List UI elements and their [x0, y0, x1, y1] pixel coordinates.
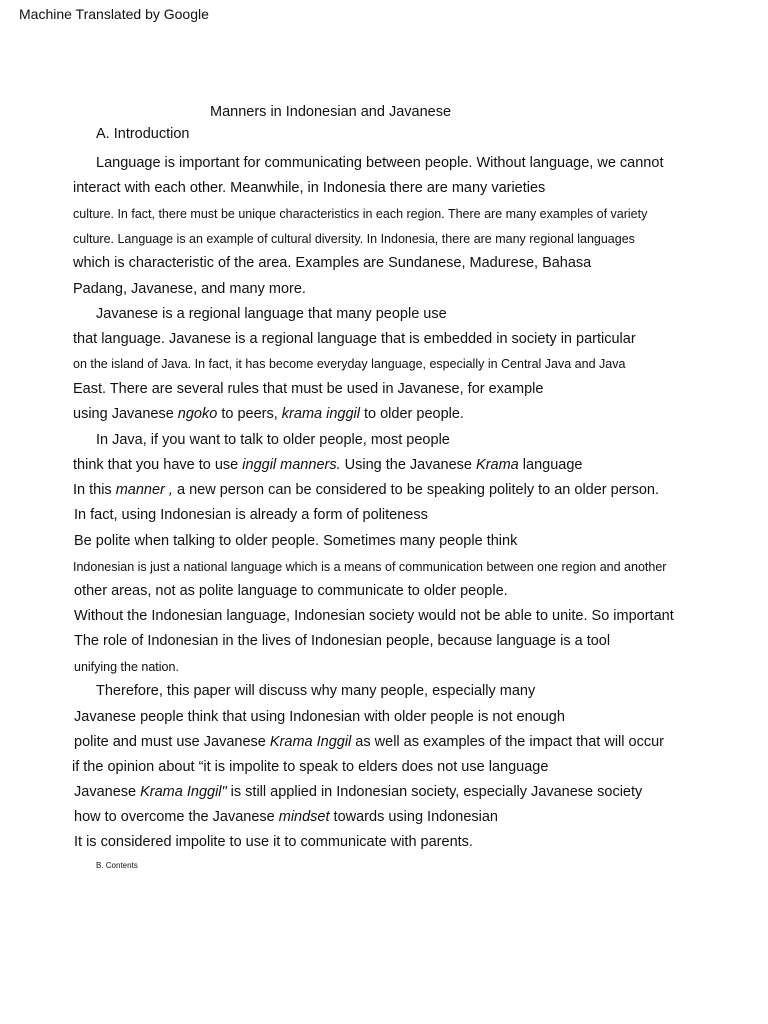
- text-run: to peers,: [217, 406, 282, 422]
- body-text-line: In fact, using Indonesian is already a form of politeness: [74, 507, 428, 523]
- text-run: to older people.: [359, 406, 464, 422]
- italic-term: Krama: [476, 457, 519, 473]
- machine-translation-watermark: Machine Translated by Google: [19, 6, 209, 22]
- body-text-line: [74, 733, 664, 751]
- text-run: as well as examples of the impact that will occur: [351, 734, 664, 750]
- body-text-line: Without the Indonesian language, Indonesian society would not be able to unite. So important: [74, 608, 674, 624]
- italic-term: Krama Inggil": [140, 784, 227, 800]
- text-run: language: [518, 457, 583, 473]
- text-run: In this: [73, 482, 116, 498]
- body-text-line: culture. In fact, there must be unique characteristics in each region. There are many examples of variety: [73, 207, 648, 221]
- body-text-line: The role of Indonesian in the lives of Indonesian people, because language is a tool: [74, 633, 611, 649]
- body-text-line: which is characteristic of the area. Examples are Sundanese, Madurese, Bahasa: [73, 255, 592, 271]
- italic-term: manner ,: [115, 482, 173, 498]
- text-run: is still applied in Indonesian society, especially Javanese society: [226, 784, 643, 800]
- body-text-line: [74, 808, 498, 826]
- body-text-line: that language. Javanese is a regional language that is embedded in society in particular: [73, 331, 636, 347]
- text-run: think that you have to use: [73, 457, 243, 473]
- italic-term: krama inggil: [281, 406, 360, 422]
- body-text-line: interact with each other. Meanwhile, in Indonesia there are many varieties: [73, 180, 546, 196]
- text-run: Using the Javanese: [340, 457, 477, 473]
- body-text-line: unifying the nation.: [74, 660, 179, 674]
- body-text-line: on the island of Java. In fact, it has become everyday language, especially in Central Java and Java: [73, 357, 626, 371]
- body-text-line: [73, 456, 582, 474]
- body-text-line: Language is important for communicating between people. Without language, we cannot: [96, 155, 664, 171]
- body-text-line: Padang, Javanese, and many more.: [73, 281, 306, 297]
- text-run: towards using Indonesian: [329, 809, 498, 825]
- section-b-heading: B. Contents: [96, 861, 138, 870]
- italic-term: ngoko: [177, 406, 218, 422]
- italic-term: inggil manners.: [242, 457, 341, 473]
- body-text-line: East. There are several rules that must be used in Javanese, for example: [73, 381, 544, 397]
- body-text-line: other areas, not as polite language to communicate to older people.: [74, 583, 508, 599]
- body-text-line: In Java, if you want to talk to older people, most people: [96, 432, 450, 448]
- text-run: Javanese: [74, 784, 141, 800]
- italic-term: mindset: [278, 809, 330, 825]
- body-text-line: It is considered impolite to use it to communicate with parents.: [74, 834, 473, 850]
- body-text-line: [73, 481, 659, 499]
- text-run: a new person can be considered to be speaking politely to an older person.: [172, 482, 660, 498]
- body-text-line: [73, 405, 464, 423]
- body-text-line: [74, 783, 642, 801]
- body-text-line: Indonesian is just a national language which is a means of communication between one region and another: [73, 560, 667, 574]
- italic-term: Krama Inggil: [269, 734, 352, 750]
- body-text-line: culture. Language is an example of cultural diversity. In Indonesia, there are many regional languages: [73, 232, 635, 246]
- text-run: using Javanese: [73, 406, 178, 422]
- body-text-line: Javanese people think that using Indonesian with older people is not enough: [74, 709, 565, 725]
- document-title: Manners in Indonesian and Javanese: [210, 104, 452, 120]
- text-run: how to overcome the Javanese: [74, 809, 279, 825]
- text-run: polite and must use Javanese: [74, 734, 270, 750]
- body-text-line: Be polite when talking to older people. Sometimes many people think: [74, 533, 518, 549]
- body-text-line: Javanese is a regional language that many people use: [96, 306, 447, 322]
- body-text-line: Therefore, this paper will discuss why many people, especially many: [96, 683, 536, 699]
- section-a-heading: A. Introduction: [96, 126, 190, 142]
- body-text-line: if the opinion about “it is impolite to speak to elders does not use language: [72, 759, 549, 775]
